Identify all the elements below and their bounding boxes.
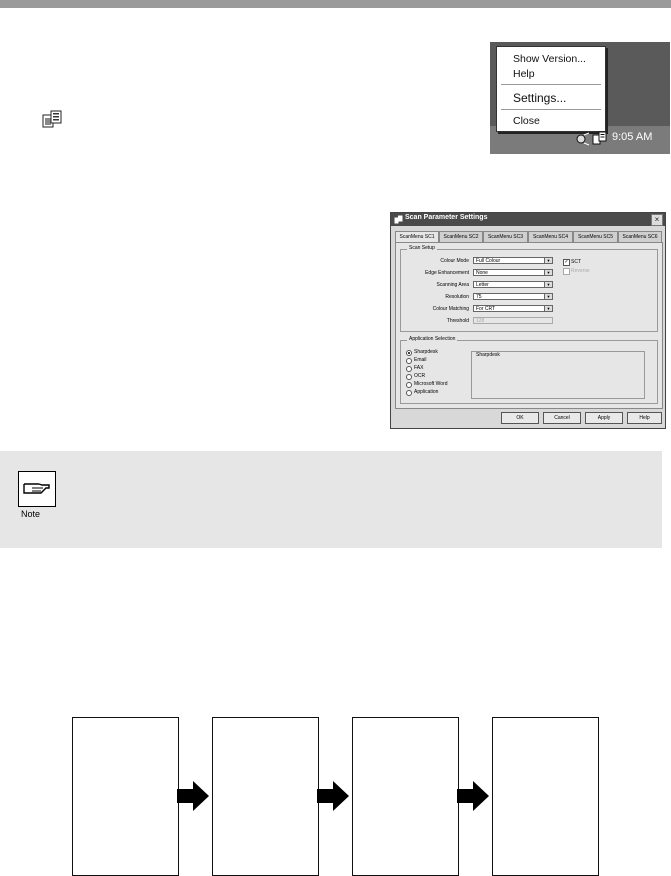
radio-label-microsoft-word: Microsoft Word: [414, 381, 448, 387]
radio-label-sharpdesk: Sharpdesk: [414, 349, 438, 355]
right-arrow-icon: [177, 779, 211, 813]
menu-item-show-version[interactable]: Show Version...: [513, 53, 586, 65]
tray-context-menu: [496, 46, 606, 132]
radio-label-ocr: OCR: [414, 373, 426, 379]
chevron-down-icon: ▼: [544, 294, 552, 299]
scanning-area-select[interactable]: Letter ▼: [473, 281, 553, 288]
radio-fax[interactable]: [406, 366, 412, 372]
colour-matching-select[interactable]: For CRT ▼: [473, 305, 553, 312]
tab-panel: [395, 242, 663, 409]
sct-checkbox[interactable]: ✓: [564, 259, 569, 265]
application-preview-title: Sharpdesk: [476, 352, 500, 358]
close-icon[interactable]: ×: [651, 214, 663, 226]
dialog-title: Scan Parameter Settings: [405, 214, 488, 221]
tab-scanmenu-sc2[interactable]: ScanMenu SC2: [439, 231, 483, 242]
tab-strip: [395, 231, 661, 242]
tab-scanmenu-sc4[interactable]: ScanMenu SC4: [528, 231, 573, 242]
top-rule: [0, 0, 671, 8]
application-preview: [471, 351, 645, 399]
flow-step-box-1: [72, 717, 179, 876]
sct-label: SCT: [571, 259, 581, 265]
application-selection-group: [400, 336, 658, 404]
flow-step-box-2: [212, 717, 319, 876]
scan-parameter-settings-dialog: [390, 212, 666, 429]
help-button[interactable]: Help: [627, 412, 662, 424]
menu-item-settings[interactable]: Settings...: [513, 91, 567, 105]
dialog-titlebar: [391, 213, 665, 226]
radio-email[interactable]: [406, 358, 412, 364]
scan-setup-group: [400, 245, 658, 332]
scanner-tray-icon[interactable]: [42, 110, 62, 128]
app-icon: [394, 215, 403, 224]
radio-label-application: Application: [414, 389, 439, 395]
radio-sharpdesk[interactable]: [406, 350, 412, 356]
chevron-down-icon: ▼: [544, 306, 552, 311]
resolution-label: Resolution: [445, 294, 469, 300]
reverse-checkbox[interactable]: [563, 268, 570, 275]
tab-scanmenu-sc3[interactable]: ScanMenu SC3: [483, 231, 528, 242]
colour-mode-select[interactable]: Full Colour ▼: [473, 257, 553, 264]
right-arrow-icon: [457, 779, 491, 813]
tray-clock: 9:05 AM: [612, 131, 653, 143]
tray-scanner-icon[interactable]: [592, 131, 607, 150]
tab-scanmenu-sc5[interactable]: ScanMenu SC5: [573, 231, 618, 242]
threshold-field[interactable]: 128: [473, 317, 553, 324]
scan-setup-title: Scan Setup: [409, 245, 435, 251]
cancel-button[interactable]: Cancel: [543, 412, 581, 424]
pointing-hand-icon: [18, 471, 56, 507]
menu-item-help[interactable]: Help: [513, 68, 535, 80]
threshold-label: Threshold: [446, 318, 469, 324]
menu-separator: [501, 109, 601, 110]
ok-button[interactable]: OK: [501, 412, 539, 424]
resolution-select[interactable]: 75 ▼: [473, 293, 553, 300]
flow-step-box-3: [352, 717, 459, 876]
apply-button[interactable]: Apply: [585, 412, 623, 424]
radio-label-email: Email: [414, 357, 427, 363]
radio-ocr[interactable]: [406, 374, 412, 380]
reverse-label: Reverse: [571, 268, 590, 274]
flow-step-box-4: [492, 717, 599, 876]
edge-enhancement-label: Edge Enhancement: [425, 270, 469, 276]
radio-microsoft-word[interactable]: [406, 382, 412, 388]
radio-label-fax: FAX: [414, 365, 424, 371]
note-label: Note: [21, 509, 41, 519]
menu-item-close[interactable]: Close: [513, 115, 540, 127]
scanning-area-label: Scanning Area: [436, 282, 469, 288]
chevron-down-icon: ▼: [544, 282, 552, 287]
tab-scanmenu-sc1[interactable]: ScanMenu SC1: [395, 231, 439, 243]
colour-mode-label: Colour Mode: [440, 258, 469, 264]
tab-scanmenu-sc6[interactable]: ScanMenu SC6: [618, 231, 662, 242]
menu-separator: [501, 84, 601, 85]
chevron-down-icon: ▼: [544, 258, 552, 263]
right-arrow-icon: [317, 779, 351, 813]
tray-network-icon[interactable]: [575, 132, 590, 151]
edge-enhancement-select[interactable]: None ▼: [473, 269, 553, 276]
application-selection-title: Application Selection: [409, 336, 456, 342]
colour-matching-label: Colour Matching: [432, 306, 469, 312]
chevron-down-icon: ▼: [544, 270, 552, 275]
note-panel: [0, 451, 662, 548]
radio-application[interactable]: [406, 390, 412, 396]
